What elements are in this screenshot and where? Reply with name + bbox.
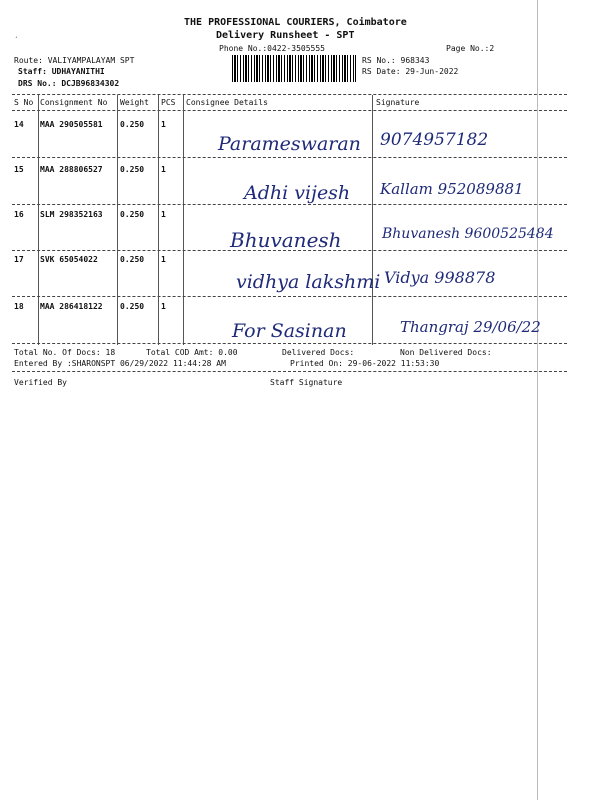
row-sno: 17 — [14, 255, 24, 264]
staff-name: Staff: UDHAYANITHI — [18, 67, 105, 76]
handwritten-signature: Bhuvanesh 9600525484 — [382, 226, 554, 242]
route-value: VALIYAMPALAYAM SPT — [47, 56, 135, 65]
col-divider — [183, 95, 184, 345]
handwritten-signature: Vidya 998878 — [384, 268, 496, 287]
col-divider — [38, 95, 39, 345]
company-title: THE PROFESSIONAL COURIERS, Coimbatore — [184, 17, 407, 28]
printed-on: Printed On: 29-06-2022 11:53:30 — [290, 359, 440, 368]
rs-number: RS No.: 968343 — [362, 56, 430, 65]
col-consignee: Consignee Details — [186, 98, 268, 107]
corner-mark: ˊ — [14, 36, 19, 45]
handwritten-signature: 9074957182 — [380, 130, 489, 150]
row-pcs: 1 — [161, 120, 166, 129]
page-edge-line — [537, 0, 538, 800]
col-divider — [117, 95, 118, 345]
row-weight: 0.250 — [120, 120, 145, 129]
row-weight: 0.250 — [120, 165, 145, 174]
handwritten-name: Parameswaran — [218, 133, 361, 155]
delivered-docs: Delivered Docs: — [282, 348, 355, 357]
row-rule — [12, 250, 567, 251]
row-sno: 16 — [14, 210, 24, 219]
row-sno: 18 — [14, 302, 24, 311]
route-label — [14, 56, 134, 65]
handwritten-name: Adhi vijesh — [244, 182, 351, 204]
row-weight: 0.250 — [120, 302, 145, 311]
table-bottom-rule — [12, 343, 567, 344]
row-pcs: 1 — [161, 255, 166, 264]
row-rule — [12, 204, 567, 205]
row-consignment: MAA 290505581 — [40, 120, 103, 129]
barcode — [232, 55, 356, 82]
total-cod: Total COD Amt: 0.00 — [146, 348, 238, 357]
row-rule — [12, 296, 567, 297]
row-pcs: 1 — [161, 165, 166, 174]
row-consignment: MAA 286418122 — [40, 302, 103, 311]
row-sno: 15 — [14, 165, 24, 174]
drs-number: DRS No.: DCJB96834302 — [18, 79, 120, 88]
col-pcs: PCS — [161, 98, 176, 107]
col-weight: Weight — [120, 98, 149, 107]
phone-number: Phone No.:0422-3505555 — [219, 44, 325, 53]
row-pcs: 1 — [161, 302, 166, 311]
staff-signature-label: Staff Signature — [270, 378, 343, 387]
row-consignment: SLM 298352163 — [40, 210, 103, 219]
handwritten-name: Bhuvanesh — [230, 228, 342, 252]
row-weight: 0.250 — [120, 210, 145, 219]
non-delivered-docs: Non Delivered Docs: — [400, 348, 492, 357]
col-consignment: Consignment No — [40, 98, 108, 107]
runsheet-title: Delivery Runsheet - SPT — [216, 30, 355, 41]
row-weight: 0.250 — [120, 255, 145, 264]
row-sno: 14 — [14, 120, 24, 129]
rs-date: RS Date: 29-Jun-2022 — [362, 67, 459, 76]
table-top-rule — [12, 94, 567, 95]
col-divider — [372, 95, 373, 345]
header-bottom-rule — [12, 110, 567, 111]
col-signature: Signature — [376, 98, 420, 107]
row-consignment: SVK 65054022 — [40, 255, 98, 264]
col-divider — [158, 95, 159, 345]
entered-by: Entered By :SHARONSPT 06/29/2022 11:44:28 AM — [14, 359, 226, 368]
handwritten-name: For Sasinan — [232, 320, 347, 342]
row-rule — [12, 157, 567, 158]
route-label-text: Route: — [14, 56, 43, 65]
verified-by: Verified By — [14, 378, 67, 387]
totals-rule — [12, 371, 567, 372]
row-consignment: MAA 288806527 — [40, 165, 103, 174]
col-sno: S No — [14, 98, 34, 107]
row-pcs: 1 — [161, 210, 166, 219]
handwritten-signature: Thangraj 29/06/22 — [400, 318, 541, 336]
page-number: Page No.:2 — [446, 44, 495, 53]
handwritten-signature: Kallam 952089881 — [380, 180, 524, 198]
handwritten-name: vidhya lakshmi — [236, 271, 381, 293]
total-docs: Total No. Of Docs: 18 — [14, 348, 116, 357]
